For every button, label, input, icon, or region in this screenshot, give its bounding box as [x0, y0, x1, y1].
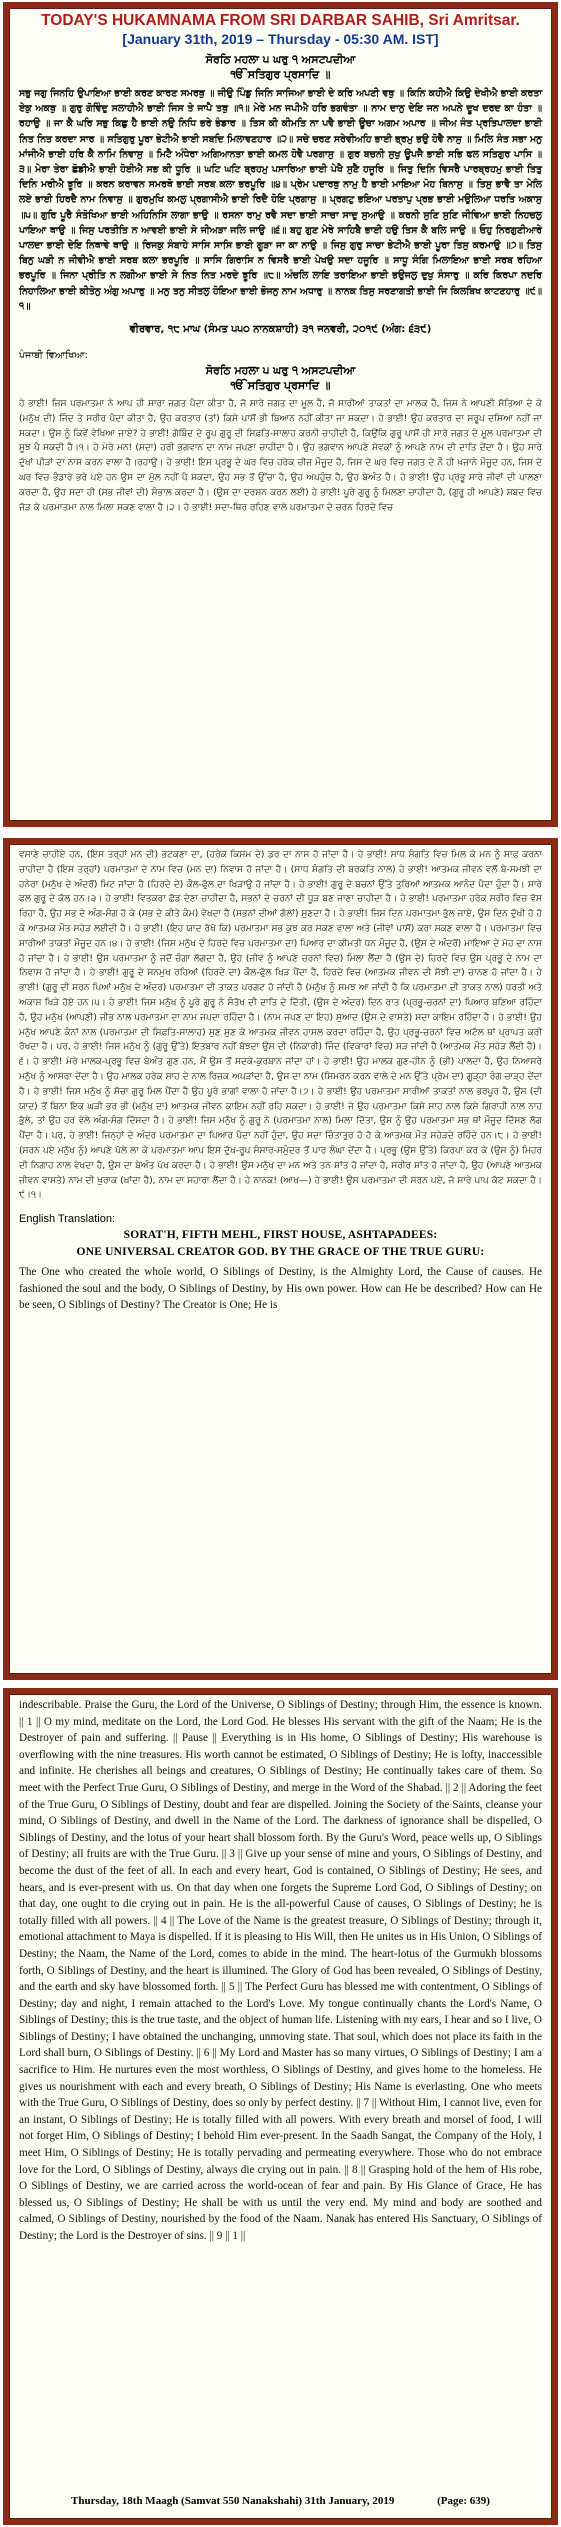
punjabi-vyakhya-label: ਪੰਜਾਬੀ ਵਿਆਖਿਆ:: [19, 350, 88, 362]
hukamnama-panel: [3, 2, 558, 827]
footer: [9, 2493, 552, 2509]
hukamnama-date: [January 31th, 2019 – Thursday - 05:30 AM. IST]: [122, 31, 439, 47]
vyakhya-panel: [3, 838, 558, 1680]
gurbani-text: ਸਭੁ ਜਗੁ ਜਿਨਹਿ ਉਪਾਇਆ ਭਾਈ ਕਰਣ ਕਾਰਣ ਸਮਰਥੁ ॥ ਜੀਉ ਪਿੰਡੁ ਜਿਨਿ ਸਾਜਿਆ ਭਾਈ ਦੇ ਕਰਿ ਅਪਣੀ ਵਥੁ ॥ ਕਿਨਿ ਕਹੀਐ ਕਿਉ ਦੇਖੀਐ ਭਾਈ ਕਰਤਾ ਏਕੁ ਅਕਥੁ ॥ ਗੁਰੁ ਗੋਵਿੰਦੁ ਸਲਾਹੀਐ ਭਾਈ ਜਿਸ ਤੇ ਜਾਪੈ ਤਥੁ ॥੧॥ ਮੇਰੇ ਮਨ ਜਪੀਐ ਹਰਿ ਭਗਵੰਤਾ ॥ ਨਾਮ ਦਾਨੁ ਦੇਇ ਜਨ ਅਪਨੇ ਦੂਖ ਦਰਦ ਕਾ ਹੰਤਾ ॥ ਰਹਾਉ ॥ ਜਾ ਕੈ ਘਰਿ ਸਭੁ ਕਿਛੁ ਹੈ ਭਾਈ ਨਉ ਨਿਧਿ ਭਰੇ ਭੰਡਾਰ ॥ ਤਿਸ ਕੀ ਕੀਮਤਿ ਨਾ ਪਵੈ ਭਾਈ ਊਚਾ ਅਗਮ ਅਪਾਰ ॥ ਜੀਅ ਜੰਤ ਪ੍ਰਤਿਪਾਲਦਾ ਭਾਈ ਨਿਤ ਨਿਤ ਕਰਦਾ ਸਾਰ ॥ ਸਤਿਗੁਰੁ ਪੂਰਾ ਭੇਟੀਐ ਭਾਈ ਸਬਦਿ ਮਿਲਾਵਣਹਾਰ ॥੨॥ ਸਚੇ ਚਰਣ ਸਰੇਵੀਅਹਿ ਭਾਈ ਭ੍ਰਮੁ ਭਉ ਹੋਵੈ ਨਾਸੁ ॥ ਮਿਲਿ ਸੰਤ ਸਭਾ ਮਨੁ ਮਾਂਜੀਐ ਭਾਈ ਹਰਿ ਕੈ ਨਾਮਿ ਨਿਵਾਸੁ ॥ ਮਿਟੈ ਅੰਧੇਰਾ ਅਗਿਆਨਤਾ ਭਾਈ ਕਮਲ ਹੋਵੈ ਪਰਗਾਸੁ ॥ ਗੁਰ ਬਚਨੀ ਸੁਖੁ ਊਪਜੈ ਭਾਈ ਸਭਿ ਫਲ ਸਤਿਗੁਰ ਪਾਸਿ ॥੩॥ ਮੇਰਾ ਤੇਰਾ ਛੋਡੀਐ ਭਾਈ ਹੋਈਐ ਸਭ ਕੀ ਧੂਰਿ ॥ ਘਟਿ ਘਟਿ ਬ੍ਰਹਮੁ ਪਸਾਰਿਆ ਭਾਈ ਪੇਖੈ ਸੁਣੈ ਹਜੂਰਿ ॥ ਜਿਤੁ ਦਿਨਿ ਵਿਸਰੈ ਪਾਰਬ੍ਰਹਮੁ ਭਾਈ ਤਿਤੁ ਦਿਨਿ ਮਰੀਐ ਝੂਰਿ ॥ ਕਰਨ ਕਰਾਵਨ ਸਮਰਥੋ ਭਾਈ ਸਰਬ ਕਲਾ ਭਰਪੂਰਿ ॥੪॥ ਪ੍ਰੇਮ ਪਦਾਰਥੁ ਨਾਮੁ ਹੈ ਭਾਈ ਮਾਇਆ ਮੋਹ ਬਿਨਾਸੁ ॥ ਤਿਸੁ ਭਾਵੈ ਤਾ ਮੇਲਿ ਲਏ ਭਾਈ ਹਿਰਦੈ ਨਾਮ ਨਿਵਾਸੁ ॥ ਗੁਰਮੁਖਿ ਕਮਲੁ ਪ੍ਰਗਾਸੀਐ ਭਾਈ ਰਿਦੈ ਹੋਇ ਪ੍ਰਗਾਸੁ ॥ ਪ੍ਰਗਟੁ ਭਇਆ ਪਰਤਾਪੁ ਪ੍ਰਭ ਭਾਈ ਮਉਲਿਆ ਧਰਤਿ ਅਕਾਸੁ ॥੫॥ ਗੁਰਿ ਪੂਰੈ ਸੰਤੋਖਿਆ ਭਾਈ ਅਹਿਨਿਸਿ ਲਾਗਾ ਭਾਉ ॥ ਰਸਨਾ ਰਾਮੁ ਰਵੈ ਸਦਾ ਭਾਈ ਸਾਚਾ ਸਾਦੁ ਸੁਆਉ ॥ ਕਰਨੀ ਸੁਣਿ ਸੁਣਿ ਜੀਵਿਆ ਭਾਈ ਨਿਹਚਲੁ ਪਾਇਆ ਥਾਉ ॥ ਜਿਸੁ ਪਰਤੀਤਿ ਨ ਆਵਈ ਭਾਈ ਸੋ ਜੀਅੜਾ ਜਲਿ ਜਾਉ ॥੬॥ ਬਹੁ ਗੁਣ ਮੇਰੇ ਸਾਹਿਬੈ ਭਾਈ ਹਉ ਤਿਸ ਕੈ ਬਲਿ ਜਾਉ ॥ ਓਹੁ ਨਿਰਗੁਣੀਆਰੇ ਪਾਲਦਾ ਭਾਈ ਦੇਇ ਨਿਥਾਵੇ ਥਾਉ ॥ ਰਿਜਕੁ ਸੰਬਾਹੇ ਸਾਸਿ ਸਾਸਿ ਭਾਈ ਗੂੜਾ ਜਾ ਕਾ ਨਾਉ ॥ ਜਿਸੁ ਗੁਰੁ ਸਾਚਾ ਭੇਟੀਐ ਭਾਈ ਪੂਰਾ ਤਿਸੁ ਕਰਮਾਉ ॥੭॥ ਤਿਸੁ ਬਿਨੁ ਘੜੀ ਨ ਜੀਵੀਐ ਭਾਈ ਸਰਬ ਕਲਾ ਭਰਪੂਰਿ ॥ ਸਾਸਿ ਗਿਰਾਸਿ ਨ ਵਿਸਰੈ ਭਾਈ ਪੇਖਉ ਸਦਾ ਹਜੂਰਿ ॥ ਸਾਧੂ ਸੰਗਿ ਮਿਲਾਇਆ ਭਾਈ ਸਰਬ ਰਹਿਆ ਭਰਪੂਰਿ ॥ ਜਿਨਾ ਪ੍ਰੀਤਿ ਨ ਲਗੀਆ ਭਾਈ ਸੇ ਨਿਤ ਨਿਤ ਮਰਦੇ ਝੂਰਿ ॥੮॥ ਅੰਚਲਿ ਲਾਇ ਤਰਾਇਆ ਭਾਈ ਭਉਜਲੁ ਦੁਖੁ ਸੰਸਾਰੁ ॥ ਕਰਿ ਕਿਰਪਾ ਨਦਰਿ ਨਿਹਾਲਿਆ ਭਾਈ ਕੀਤੋਨੁ ਅੰਗੁ ਅਪਾਰੁ ॥ ਮਨੁ ਤਨੁ ਸੀਤਲੁ ਹੋਇਆ ਭਾਈ ਭੋਜਨੁ ਨਾਮ ਅਧਾਰੁ ॥ ਨਾਨਕ ਤਿਸੁ ਸਰਣਾਗਤੀ ਭਾਈ ਜਿ ਕਿਲਬਿਖ ਕਾਟਣਹਾਰੁ ॥੯॥੧॥: [19, 88, 542, 312]
punjabi-date-line: ਵੀਰਵਾਰ, ੧੮ ਮਾਘ (ਸੰਮਤ ੫੫੦ ਨਾਨਕਸ਼ਾਹੀ) ੩੧ ਜਨਵਰੀ, ੨੦੧੯ (ਅੰਗ: ੬੩੯): [129, 324, 432, 336]
punjabi-vyakhya-text-part2: ਵਸਾਣੇ ਚਾਹੀਏ ਹਨ, (ਇਸ ਤਰ੍ਹਾਂ ਮਨ ਦੀ) ਭਟਕਣਾ ਦਾ, (ਹਰੇਕ ਕਿਸਮ ਦੇ) ਡਰ ਦਾ ਨਾਸ ਹੋ ਜਾਂਦਾ ਹੈ। ਹੇ ਭਾਈ! ਸਾਧ ਸੰਗਤਿ ਵਿਚ ਮਿਲ ਕੇ ਮਨ ਨੂੰ ਸਾਫ਼ ਕਰਨਾ ਚਾਹੀਦਾ ਹੈ (ਇਸ ਤਰ੍ਹਾਂ) ਪਰਮਾਤਮਾ ਦੇ ਨਾਮ ਵਿਚ (ਮਨ ਦਾ) ਨਿਵਾਸ ਹੋ ਜਾਂਦਾ ਹੈ। (ਸਾਧ ਸੰਗਤਿ ਦੀ ਬਰਕਤਿ ਨਾਲ) ਹੇ ਭਾਈ! ਆਤਮਕ ਜੀਵਨ ਵਲੋਂ ਬੇ-ਸਮਝੀ ਦਾ ਹਨੇਰਾ (ਮਨੁੱਖ ਦੇ ਅੰਦਰੋਂ) ਮਿਟ ਜਾਂਦਾ ਹੈ (ਹਿਰਦੇ ਦੇ) ਕੌਲ-ਫੁੱਲ ਦਾ ਖਿੜਾਉ ਹੋ ਜਾਂਦਾ ਹੈ। ਹੇ ਭਾਈ! ਗੁਰੂ ਦੇ ਬਚਨਾਂ ਉੱਤੇ ਤੁਰਿਆਂ ਆਤਮਕ ਆਨੰਦ ਪੈਦਾ ਹੁੰਦਾ ਹੈ। ਸਾਰੇ ਫਲ ਗੁਰੂ ਦੇ ਕੋਲ ਹਨ।੩। ਹੇ ਭਾਈ! ਵਿਤਕਰਾ ਛੱਡ ਦੇਣਾ ਚਾਹੀਦਾ ਹੈ, ਸਭਨਾਂ ਦੇ ਚਰਨਾਂ ਦੀ ਧੂੜ ਬਣ ਜਾਣਾ ਚਾਹੀਦਾ ਹੈ। ਹੇ ਭਾਈ! ਪਰਮਾਤਮਾ ਹਰੇਕ ਸਰੀਰ ਵਿਚ ਵੱਸ ਰਿਹਾ ਹੈ, ਉਹ ਸਭ ਦੇ ਅੰਗ-ਸੰਗ ਹੋ ਕੇ (ਸਭ ਦੇ ਕੀਤੇ ਕੰਮ) ਵੇਖਦਾ ਹੈ (ਸਭਨਾਂ ਦੀਆਂ ਗੱਲਾਂ) ਸੁਣਦਾ ਹੈ। ਹੇ ਭਾਈ! ਜਿਸ ਦਿਨ ਪਰਮਾਤਮਾ ਭੁੱਲ ਜਾਏ, ਉਸ ਦਿਨ ਦੁੱਖੀ ਹੋ ਹੋ ਕੇ ਆਤਮਕ ਮੌਤ ਸਹੇੜ ਲਈਦੀ ਹੈ। ਹੇ ਭਾਈ! (ਇਹ ਯਾਦ ਰੱਖੋ ਕਿ) ਪਰਮਾਤਮਾ ਸਭ ਕੁਝ ਕਰ ਸਕਣ ਵਾਲਾ ਅਤੇ (ਜੀਵਾਂ ਪਾਸੋਂ) ਕਰਾ ਸਕਣ ਵਾਲਾ ਹੈ। ਪਰਮਾਤਮਾ ਵਿਚ ਸਾਰੀਆਂ ਤਾਕਤਾਂ ਮੌਜੂਦ ਹਨ।੪। ਹੇ ਭਾਈ! (ਜਿਸ ਮਨੁੱਖ ਦੇ ਹਿਰਦੇ ਵਿਚ ਪਰਮਾਤਮਾ ਦਾ) ਪਿਆਰ ਦਾ ਕੀਮਤੀ ਧਨ ਮੌਜੂਦ ਹੈ, (ਉਸ ਦੇ ਅੰਦਰੋਂ) ਮਾਇਆ ਦੇ ਮੋਹ ਦਾ ਨਾਸ ਹੋ ਜਾਂਦਾ ਹੈ। ਹੇ ਭਾਈ! ਉਸ ਪਰਮਾਤਮਾ ਨੂੰ ਜਦੋਂ ਚੰਗਾ ਲੱਗਦਾ ਹੈ, ਉਹ (ਜੀਵ ਨੂੰ ਆਪਣੇ ਚਰਨਾਂ ਵਿਚ) ਮਿਲਾ ਲੈਂਦਾ ਹੈ (ਉਸ ਦੇ) ਹਿਰਦੇ ਵਿਚ ਉਸ ਪ੍ਰਭੂ ਦੇ ਨਾਮ ਦਾ ਨਿਵਾਸ ਹੋ ਜਾਂਦਾ ਹੈ। ਹੇ ਭਾਈ! ਗੁਰੂ ਦੇ ਸਨਮੁਖ ਰਹਿਆਂ (ਹਿਰਦੇ ਦਾ) ਕੌਲ-ਫੁੱਲ ਖਿੜ ਪੈਂਦਾ ਹੈ, ਹਿਰਦੇ ਵਿਚ (ਆਤਮਕ ਜੀਵਨ ਦੀ ਸੋਝੀ ਦਾ) ਚਾਨਣ ਹੋ ਜਾਂਦਾ ਹੈ। ਹੇ ਭਾਈ! (ਗੁਰੂ ਦੀ ਸਰਨ ਪਿਆਂ ਮਨੁੱਖ ਦੇ ਅੰਦਰ) ਪਰਮਾਤਮਾ ਦੀ ਤਾਕਤ ਪਰਗਟ ਹੋ ਜਾਂਦੀ ਹੈ (ਮਨੁੱਖ ਨੂੰ ਸਮਝ ਆ ਜਾਂਦੀ ਹੈ ਕਿ ਪਰਮਾਤਮਾ ਦੀ ਤਾਕਤ ਨਾਲ) ਧਰਤੀ ਅਤੇ ਅਕਾਸ਼ ਖਿੜੇ ਹੋਏ ਹਨ।੫। ਹੇ ਭਾਈ! ਜਿਸ ਮਨੁੱਖ ਨੂੰ ਪੂਰੇ ਗੁਰੂ ਨੇ ਸੰਤੋਖ ਦੀ ਦਾਤਿ ਦੇ ਦਿੱਤੀ, (ਉਸ ਦੇ ਅੰਦਰ) ਦਿਨ ਰਾਤ (ਪ੍ਰਭੂ-ਚਰਨਾਂ ਦਾ) ਪਿਆਰ ਬਣਿਆ ਰਹਿੰਦਾ ਹੈ, ਉਹ ਮਨੁੱਖ (ਆਪਣੀ) ਜੀਭ ਨਾਲ ਪਰਮਾਤਮਾ ਦਾ ਨਾਮ ਜਪਦਾ ਰਹਿੰਦਾ ਹੈ। (ਨਾਮ ਜਪਣ ਦਾ ਇਹ) ਸੁਆਦ (ਉਸ ਦੇ ਵਾਸਤੇ) ਸਦਾ ਕਾਇਮ ਰਹਿੰਦਾ ਹੈ। ਹੇ ਭਾਈ! ਉਹ ਮਨੁੱਖ ਆਪਣੇ ਕੰਨਾਂ ਨਾਲ (ਪਰਮਾਤਮਾ ਦੀ ਸਿਫ਼ਤਿ-ਸਾਲਾਹ) ਸੁਣ ਸੁਣ ਕੇ ਆਤਮਕ ਜੀਵਨ ਹਾਸਲ ਕਰਦਾ ਰਹਿੰਦਾ ਹੈ, ਉਹ ਪ੍ਰਭੂ-ਚਰਨਾਂ ਵਿਚ ਅਟੱਲ ਥਾਂ ਪ੍ਰਾਪਤ ਕਰੀ ਰੱਖਦਾ ਹੈ। ਪਰ, ਹੇ ਭਾਈ! ਜਿਸ ਮਨੁੱਖ ਨੂੰ (ਗੁਰੂ ਉੱਤੇ) ਇਤਬਾਰ ਨਹੀਂ ਬੱਝਦਾ ਉਸ ਦੀ (ਨਿਕਾਰੀ) ਜਿੰਦ (ਵਿਕਾਰਾਂ ਵਿਚ) ਸੜ ਜਾਂਦੀ ਹੈ (ਆਤਮਕ ਮੌਤ ਸਹੇੜ ਲੈਂਦੀ ਹੈ)।੬। ਹੇ ਭਾਈ! ਮੇਰੇ ਮਾਲਕ-ਪ੍ਰਭੂ ਵਿਚ ਬੇਅੰਤ ਗੁਣ ਹਨ, ਮੈਂ ਉਸ ਤੋਂ ਸਦਕੇ-ਕੁਰਬਾਨ ਜਾਂਦਾ ਹਾਂ। ਹੇ ਭਾਈ! ਉਹ ਮਾਲਕ ਗੁਣ-ਹੀਨ ਨੂੰ (ਭੀ) ਪਾਲਦਾ ਹੈ, ਉਹ ਨਿਆਸਰੇ ਮਨੁੱਖ ਨੂੰ ਆਸਰਾ ਦੇਂਦਾ ਹੈ। ਉਹ ਮਾਲਕ ਹਰੇਕ ਸਾਹ ਦੇ ਨਾਲ ਰਿਜ਼ਕ ਅਪੜਾਂਦਾ ਹੈ, ਉਸ ਦਾ ਨਾਮ (ਸਿਮਰਨ ਕਰਨ ਵਾਲੇ ਦੇ ਮਨ ਉੱਤੇ ਪ੍ਰੇਮ ਦਾ) ਗੂੜ੍ਹਾ ਰੰਗ ਚਾੜ੍ਹ ਦੇਂਦਾ ਹੈ। ਹੇ ਭਾਈ! ਜਿਸ ਮਨੁੱਖ ਨੂੰ ਸੱਚਾ ਗੁਰੂ ਮਿਲ ਪੈਂਦਾ ਹੈ ਉਹ ਪੂਰੇ ਭਾਗਾਂ ਵਾਲਾ ਹੋ ਜਾਂਦਾ ਹੈ।੭। ਹੇ ਭਾਈ! ਉਹ ਪਰਮਾਤਮਾ ਸਾਰੀਆਂ ਤਾਕਤਾਂ ਨਾਲ ਭਰਪੂਰ ਹੈ, ਉਸ (ਦੀ ਯਾਦ) ਤੋਂ ਬਿਨਾ ਇਕ ਘੜੀ ਭਰ ਭੀ (ਮਨੁੱਖ ਦਾ) ਆਤਮਕ ਜੀਵਨ ਕਾਇਮ ਨਹੀਂ ਰਹਿ ਸਕਦਾ। ਹੇ ਭਾਈ! ਜੇ ਉਹ ਪਰਮਾਤਮਾ ਕਿਸੇ ਸਾਹ ਨਾਲ ਕਿਸੇ ਗਿਰਾਹੀ ਨਾਲ ਨਾਹ ਭੁੱਲੇ, ਤਾਂ ਉਹ ਹਰ ਵੇਲੇ ਅੰਗ-ਸੰਗ ਦਿੱਸਦਾ ਹੈ। ਹੇ ਭਾਈ! ਜਿਸ ਮਨੁੱਖ ਨੂੰ ਗੁਰੂ ਨੇ (ਪਰਮਾਤਮਾ ਨਾਲ) ਮਿਲਾ ਦਿੱਤਾ, ਉਸ ਨੂੰ ਉਹ ਪਰਮਾਤਮਾ ਸਭ ਥਾਂ ਮੌਜੂਦ ਦਿੱਸਣ ਲੱਗ ਪੈਂਦਾ ਹੈ। ਪਰ, ਹੇ ਭਾਈ! ਜਿਨ੍ਹਾਂ ਦੇ ਅੰਦਰ ਪਰਮਾਤਮਾ ਦਾ ਪਿਆਰ ਪੈਦਾ ਨਹੀਂ ਹੁੰਦਾ, ਉਹ ਸਦਾ ਚਿੰਤਾਤੁਰ ਹੋ ਹੋ ਕੇ ਆਤਮਕ ਮੌਤ ਸਹੇੜਦੇ ਰਹਿੰਦੇ ਹਨ।੮। ਹੇ ਭਾਈ! (ਸਰਨ ਪਏ ਮਨੁੱਖ ਨੂੰ) ਆਪਣੇ ਪੱਲੇ ਲਾ ਕੇ ਪਰਮਾਤਮਾ ਆਪ ਇਸ ਦੁੱਖ-ਰੂਪ ਸੰਸਾਰ-ਸਮੁੰਦਰ ਤੋਂ ਪਾਰ ਲੰਘਾ ਦੇਂਦਾ ਹੈ। ਪ੍ਰਭੂ (ਉਸ ਉੱਤੇ) ਕਿਰਪਾ ਕਰ ਕੇ (ਉਸ ਨੂੰ) ਮਿਹਰ ਦੀ ਨਿਗਾਹ ਨਾਲ ਵੇਖਦਾ ਹੈ, ਉਸ ਦਾ ਬੇਅੰਤ ਪੱਖ ਕਰਦਾ ਹੈ। ਹੇ ਭਾਈ! ਉਸ ਮਨੁੱਖ ਦਾ ਮਨ ਅਤੇ ਤਨ ਸ਼ਾਂਤ ਹੋ ਜਾਂਦਾ ਹੈ, ਸਰੀਰ ਸ਼ਾਂਤ ਹੋ ਜਾਂਦਾ ਹੈ, ਉਹ (ਆਪਣੇ ਆਤਮਕ ਜੀਵਨ ਵਾਸਤੇ) ਨਾਮ ਦੀ ਖ਼ੁਰਾਕ (ਖਾਂਦਾ ਹੈ), ਨਾਮ ਦਾ ਸਹਾਰਾ ਲੈਂਦਾ ਹੈ। ਹੇ ਨਾਨਕ! (ਆਖ—) ਹੇ ਭਾਈ! ਉਸ ਪਰਮਾਤਮਾ ਦੀ ਸਰਨ ਪਏ, ਜੋ ਸਾਰੇ ਪਾਪ ਕੱਟ ਸਕਦਾ ਹੈ।੯।੧।: [19, 850, 542, 1201]
page-title: TODAY'S HUKAMNAMA FROM SRI DARBAR SAHIB, Sri Amritsar.: [41, 12, 520, 29]
shabad-heading: ਸੋਰਠਿ ਮਹਲਾ ੫ ਘਰੁ ੧ ਅਸਟਪਦੀਆ: [205, 53, 356, 66]
page-number: (Page: 639): [437, 2495, 490, 2507]
vyakhya-heading: ਸੋਰਠਿ ਮਹਲਾ ੫ ਘਰੁ ੧ ਅਸਟਪਦੀਆ: [205, 364, 356, 378]
english-translation-text-part2: indescribable. Praise the Guru, the Lord of the Universe, O Siblings of Destiny; through Him, the essence is known. || 1 || O my mind, meditate on the Lord, the Lord God. He blesses His servant with the gift of the Naam; He is the Destroyer of pain and suffering. || Pause || Everything is in His home, O Siblings of Destiny; His warehouse is overflowing with the nine treasures. His worth cannot be estimated, O Siblings of Destiny; He is lofty, inaccessible and infinite. He cherishes all beings and creatures, O Siblings of Destiny; He continually takes care of them. So meet with the Perfect True Guru, O Siblings of Destiny, and merge in the Word of the Shabad. || 2 || Adoring the feet of the True Guru, O Siblings of Destiny, doubt and fear are dispelled. Joining the Society of the Saints, cleanse your mind, O Siblings of Destiny, and dwell in the Name of the Lord. The darkness of ignorance shall be dispelled, O Siblings of Destiny, and the lotus of your heart shall blossom forth. By the Guru's Word, peace wells up, O Siblings of Destiny; all fruits are with the True Guru. || 3 || Give up your sense of mine and yours, O Siblings of Destiny, and become the dust of the feet of all. In each and every heart, God is contained, O Siblings of Destiny; He sees, and hears, and is ever-present with us. On that day when one forgets the Supreme Lord God, O Siblings of Destiny; on that day, one ought to die crying out in pain. He is the all-powerful Cause of causes, O Siblings of Destiny; he is totally filled with all powers. || 4 || The Love of the Name is the greatest treasure, O Siblings of Destiny; through it, emotional attachment to Maya is dispelled. If it is pleasing to His Will, then He unites us in His Union, O Siblings of Destiny; the Naam, the Name of the Lord, comes to abide in the mind. The heart-lotus of the Gurmukh blossoms forth, O Siblings of Destiny, and the heart is illumined. The Glory of God has been revealed, O Siblings of Destiny, and the earth and sky have blossomed forth. || 5 || The Perfect Guru has blessed me with contentment, O Siblings of Destiny; day and night, I remain attached to the Lord's Love. My tongue continually chants the Lord's Name, O Siblings of Destiny; this is the true taste, and the object of human life. Listening with my ears, I hear and so I live, O Siblings of Destiny; I have obtained the unchanging, unmoving state. That soul, which does not place its faith in the Lord shall burn, O Siblings of Destiny. || 6 || My Lord and Master has so many virtues, O Siblings of Destiny; I am a sacrifice to Him. He nurtures even the most worthless, O Siblings of Destiny, and gives home to the homeless. He gives us nourishment with each and every breath, O Siblings of Destiny; His Name is everlasting. One who meets with the True Guru, O Siblings of Destiny, does so only by perfect destiny. || 7 || Without Him, I cannot live, even for an instant, O Siblings of Destiny; He is totally filled with all powers. With every breath and morsel of food, I will not forget Him, O Siblings of Destiny; I behold Him ever-present. In the Saadh Sangat, the Company of the Holy, I meet Him, O Siblings of Destiny; He is totally pervading and permeating everywhere. Those who do not embrace love for the Lord, O Siblings of Destiny, always die crying out in pain. || 8 || Grasping hold of the hem of His robe, O Siblings of Destiny, we are carried across the world-ocean of fear and pain. By His Glance of Grace, He has blessed us, O Siblings of Destiny; He shall be with us until the very end. My mind and body are soothed and calmed, O Siblings of Destiny, nourished by the food of the Naam. Nanak has entered His Sanctuary, O Siblings of Destiny; the Lord is the Destroyer of sins. || 9 || 1 ||: [19, 1699, 542, 2242]
english-shabad-heading: SORAT'H, FIFTH MEHL, FIRST HOUSE, ASHTAPADEES:: [123, 1229, 438, 1242]
mool-mantar-heading: ੴ ਸਤਿਗੁਰ ਪ੍ਰਸਾਦਿ ॥: [230, 68, 331, 81]
punjabi-vyakhya-text-part1: ਹੇ ਭਾਈ! ਜਿਸ ਪਰਮਾਤਮਾ ਨੇ ਆਪ ਹੀ ਸਾਰਾ ਜਗਤ ਪੈਦਾ ਕੀਤਾ ਹੈ, ਜੋ ਸਾਰੇ ਜਗਤ ਦਾ ਮੂਲ ਹੈ, ਜੋ ਸਾਰੀਆਂ ਤਾਕਤਾਂ ਦਾ ਮਾਲਕ ਹੈ, ਜਿਸ ਨੇ ਆਪਣੀ ਸੱਤਿਆ ਦੇ ਕੇ (ਮਨੁੱਖ ਦੀ) ਜਿੰਦ ਤੇ ਸਰੀਰ ਪੈਦਾ ਕੀਤਾ ਹੈ, ਉਹ ਕਰਤਾਰ (ਤਾਂ) ਕਿਸੇ ਪਾਸੋਂ ਭੀ ਬਿਆਨ ਨਹੀਂ ਕੀਤਾ ਜਾ ਸਕਦਾ। ਹੇ ਭਾਈ! ਉਹ ਕਰਤਾਰ ਦਾ ਸਰੂਪ ਦਸਿਆ ਨਹੀਂ ਜਾ ਸਕਦਾ। ਉਸ ਨੂੰ ਕਿਵੇਂ ਵੇਖਿਆ ਜਾਏ? ਹੇ ਭਾਈ! ਗੋਬਿੰਦ ਦੇ ਰੂਪ ਗੁਰੂ ਦੀ ਸਿਫ਼ਤਿ-ਸਾਲਾਹ ਕਰਨੀ ਚਾਹੀਦੀ ਹੈ, ਕਿਉਂਕਿ ਗੁਰੂ ਪਾਸੋਂ ਹੀ ਸਾਰੇ ਜਗਤ ਦੇ ਮੂਲ ਪਰਮਾਤਮਾ ਦੀ ਸੂਝ ਪੈ ਸਕਦੀ ਹੈ।੧। ਹੇ ਮੇਰੇ ਮਨ! (ਸਦਾ) ਹਰੀ ਭਗਵਾਨ ਦਾ ਨਾਮ ਜਪਣਾ ਚਾਹੀਦਾ ਹੈ। ਉਹ ਭਗਵਾਨ ਆਪਣੇ ਸੇਵਕਾਂ ਨੂੰ ਆਪਣੇ ਨਾਮ ਦੀ ਦਾਤਿ ਦੇਂਦਾ ਹੈ। ਉਹ ਸਾਰੇ ਦੁੱਖਾਂ ਪੀੜਾਂ ਦਾ ਨਾਸ ਕਰਨ ਵਾਲਾ ਹੈ।ਰਹਾਉ। ਹੇ ਭਾਈ! ਇਸ ਪ੍ਰਭੂ ਦੇ ਘਰ ਵਿਚ ਹਰੇਕ ਚੀਜ਼ ਮੌਜੂਦ ਹੈ, ਜਿਸ ਦੇ ਘਰ ਵਿਚ ਜਗਤ ਦੇ ਨੌ ਹੀ ਖ਼ਜ਼ਾਨੇ ਮੌਜੂਦ ਹਨ, ਜਿਸ ਦੇ ਘਰ ਵਿਚ ਭੰਡਾਰੇ ਭਰੇ ਪਏ ਹਨ ਉਸ ਦਾ ਮੁੱਲ ਨਹੀਂ ਪੈ ਸਕਦਾ, ਉਹ ਸਭ ਤੋਂ ਉੱਚਾ ਹੈ, ਉਹ ਅਪਹੁੰਚ ਹੈ, ਉਹ ਬੇਅੰਤ ਹੈ। ਹੇ ਭਾਈ! ਉਹ ਪ੍ਰਭੂ ਸਾਰੇ ਜੀਵਾਂ ਦੀ ਪਾਲਣਾ ਕਰਦਾ ਹੈ, ਉਹ ਸਦਾ ਹੀ (ਸਭ ਜੀਵਾਂ ਦੀ) ਸੰਭਾਲ ਕਰਦਾ ਹੈ। (ਉਸ ਦਾ ਦਰਸ਼ਨ ਕਰਨ ਲਈ) ਹੇ ਭਾਈ! ਪੂਰੇ ਗੁਰੂ ਨੂੰ ਮਿਲਣਾ ਚਾਹੀਦਾ ਹੈ, (ਗੁਰੂ ਹੀ ਆਪਣੇ) ਸ਼ਬਦ ਵਿਚ ਜੋੜ ਕੇ ਪਰਮਾਤਮਾ ਨਾਲ ਮਿਲਾ ਸਕਣ ਵਾਲਾ ਹੈ।੨। ਹੇ ਭਾਈ! ਸਦਾ-ਥਿਰ ਰਹਿਣ ਵਾਲੇ ਪਰਮਾਤਮਾ ਦੇ ਚਰਨ ਹਿਰਦੇ ਵਿਚ: [19, 399, 542, 513]
footer-date: Thursday, 18th Maagh (Samvat 550 Nanakshahi) 31th January, 2019: [71, 2495, 395, 2507]
english-translation-label: English Translation:: [19, 1213, 115, 1226]
english-panel: [3, 1688, 558, 2525]
english-translation-text-part1: The One who created the whole world, O Siblings of Destiny, is the Almighty Lord, the Cause of causes. He fashioned the soul and the body, O Siblings of Destiny, by His own power. How can He be described? How can He be seen, O Siblings of Destiny? The Creator is One; He is: [19, 1266, 542, 1312]
english-mool-mantar-heading: ONE UNIVERSAL CREATOR GOD. BY THE GRACE OF THE TRUE GURU:: [76, 1246, 485, 1259]
vyakhya-mool-mantar: ੴ ਸਤਿਗੁਰ ਪ੍ਰਸਾਦਿ ॥: [230, 379, 331, 393]
